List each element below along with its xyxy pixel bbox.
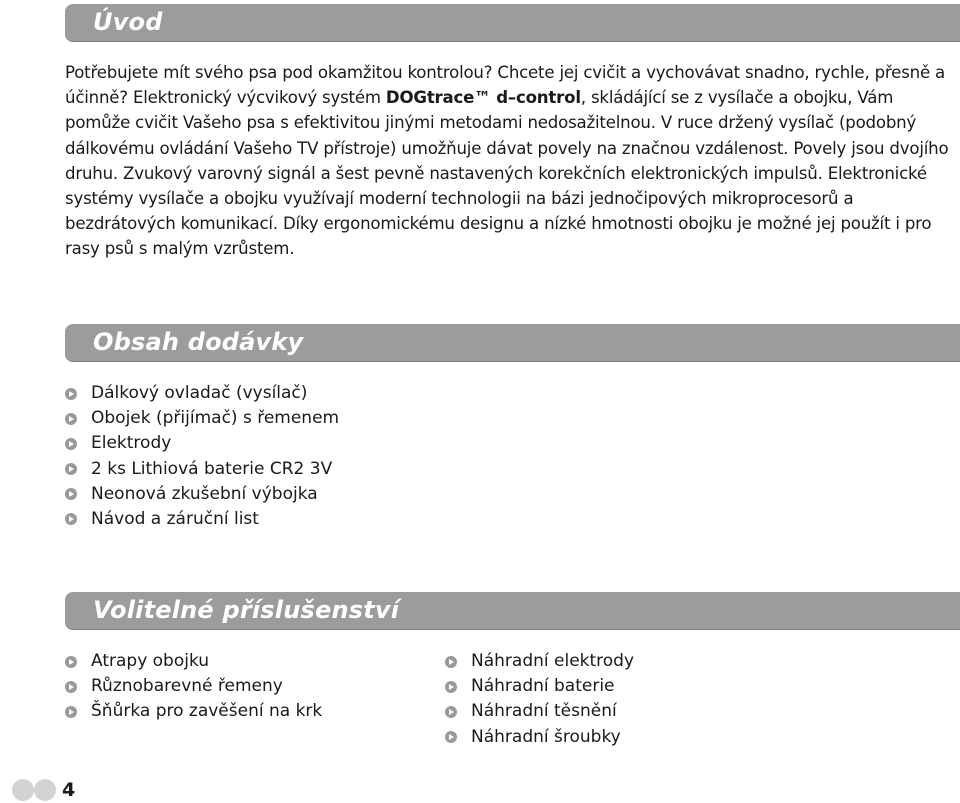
intro-text-end: , skládájící se z vysílače a obojku, Vám pomůže cvičit Vašeho psa s efektivitou jinými metodami nedosažitelnou. V ruce držený vysílač (podobný dálkovému ovládání Vašeho TV přístroje) umožňuje dávat povely na značnou vzdálenost. Povely jsou dvojího druhu. Zvukový varovný signál a šest pevně nastavených korekčních elektronických impulsů. Elektronické systémy vysílače a obojku využívají moderní technologii na bázi jednočipových mikroprocesorů a bezdrátových komunikací. Díky ergonomickému designu a nízké hmotnosti obojku je možné jej použít i pro rasy psů s malým vzrůstem. [65,88,949,259]
brand-name: DOGtrace™ d–control [385,88,581,108]
list-item-label: Šňůrka pro zavěšení na krk [91,701,323,722]
play-bullet-icon [65,488,77,500]
list-item [445,725,634,750]
list-item [65,649,322,674]
list-item-label: Náhradní elektrody [471,651,635,671]
section-header-intro [65,4,960,41]
accessories-list-right [445,649,634,750]
intro-text-start: Potřebujete mít svého psa pod okamžitou kontrolou? Chcete jej cvičit a vychovávat snadno, rychle, přesně a účinně? Elektronický výcvikový systém [65,63,946,108]
section-header-package [65,324,960,361]
play-bullet-icon [65,656,77,668]
list-item [65,431,339,456]
play-bullet-icon [65,438,77,450]
play-bullet-icon [65,388,77,400]
package-list [65,381,339,532]
list-item-label: Náhradní baterie [471,676,615,697]
section-title-accessories: Volitelné příslušenství [93,596,400,624]
list-item [65,699,322,724]
list-item-label: Dálkový ovladač (vysílač) [91,383,308,403]
play-bullet-icon [445,706,457,718]
play-bullet-icon [65,681,77,693]
list-item-label: Elektrody [91,433,172,454]
play-bullet-icon [65,413,77,425]
footer-dot-icon [12,779,34,801]
list-item [445,674,634,699]
list-item-label: Obojek (přijímač) s řemenem [91,408,340,429]
list-item-label: Neonová zkušební výbojka [91,483,318,504]
list-item-label: 2 ks Lithiová baterie CR2 3V [91,458,333,479]
section-title-intro: Úvod [93,8,163,36]
section-title-package: Obsah dodávky [93,328,304,356]
play-bullet-icon [65,513,77,525]
list-item [65,507,339,532]
list-item [445,699,634,724]
list-item [65,381,339,406]
play-bullet-icon [445,656,457,668]
list-item [65,406,339,431]
list-item [65,457,339,482]
list-item-label: Náhradní šroubky [471,726,621,747]
list-item [445,649,634,674]
list-item-label: Náhradní těsnění [471,701,617,722]
play-bullet-icon [65,706,77,718]
play-bullet-icon [65,463,77,475]
accessories-list-left [65,649,322,725]
list-item [65,674,322,699]
section-header-accessories [65,592,960,629]
play-bullet-icon [445,731,457,743]
page-number: 4 [62,779,76,801]
footer-dot-icon [34,779,56,801]
intro-paragraph [65,60,960,262]
list-item-label: Návod a záruční list [91,508,259,529]
list-item-label: Atrapy obojku [91,651,210,671]
play-bullet-icon [445,681,457,693]
list-item [65,482,339,507]
list-item-label: Různobarevné řemeny [91,676,283,697]
